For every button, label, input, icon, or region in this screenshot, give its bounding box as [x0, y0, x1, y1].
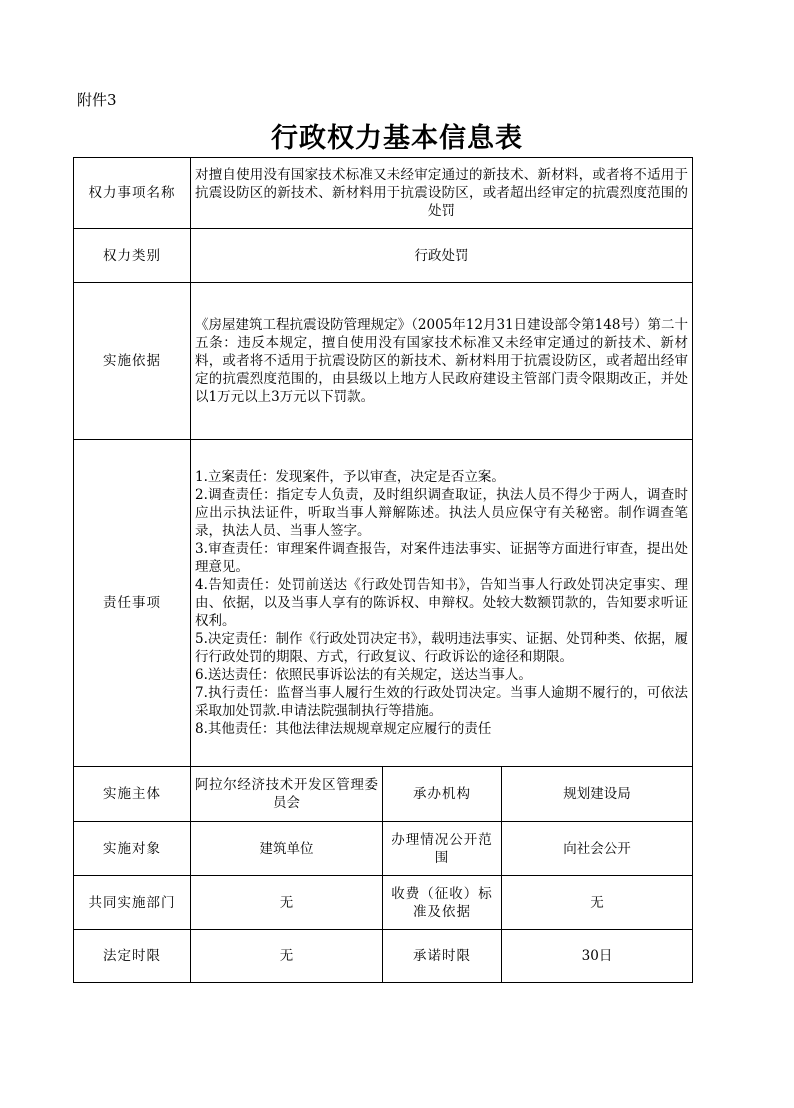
duty-item-8: 8.其他责任：其他法律法规规章规定应履行的责任 — [195, 721, 492, 737]
row-name — [74, 158, 693, 229]
label-fee-standard: 收费（征收）标准及依据 — [383, 876, 502, 930]
label-duties: 责任事项 — [74, 440, 191, 767]
label-basis: 实施依据 — [74, 283, 191, 440]
value-legal-time: 无 — [191, 930, 383, 983]
label-target: 实施对象 — [74, 822, 191, 876]
attachment-label: 附件3 — [77, 91, 117, 109]
value-fee-standard: 无 — [502, 876, 693, 930]
label-subject: 实施主体 — [74, 767, 191, 822]
duty-item-7: 7.执行责任：监督当事人履行生效的行政处罚决定。当事人逾期不履行的，可依法采取加处罚款.申请法院强制执行等措施。 — [195, 685, 688, 719]
value-disclosure-scope: 向社会公开 — [502, 822, 693, 876]
row-time — [74, 930, 693, 983]
value-name: 对擅自使用没有国家技术标准又未经审定通过的新技术、新材料，或者将不适用于抗震设防区的新技术、新材料用于抗震设防区，或者超出经审定的抗震烈度范围的处罚 — [191, 158, 693, 229]
row-target — [74, 822, 693, 876]
duty-item-2: 2.调查责任：指定专人负责，及时组织调查取证，执法人员不得少于两人，调查时应出示执法证件，听取当事人辩解陈述。执法人员应保守有关秘密。制作调查笔录，执法人员、当事人签字。 — [195, 487, 688, 539]
row-basis — [74, 283, 693, 440]
label-category: 权力类别 — [74, 229, 191, 283]
duty-item-1: 1.立案责任：发现案件，予以审查，决定是否立案。 — [195, 469, 505, 485]
duty-item-6: 6.送达责任：依照民事诉讼法的有关规定，送达当事人。 — [195, 667, 532, 683]
label-joint-department: 共同实施部门 — [74, 876, 191, 930]
value-duties — [191, 440, 693, 767]
label-name: 权力事项名称 — [74, 158, 191, 229]
value-subject: 阿拉尔经济技术开发区管理委员会 — [191, 767, 383, 822]
value-handling-agency: 规划建设局 — [502, 767, 693, 822]
value-promised-time: 30日 — [502, 930, 693, 983]
value-category: 行政处罚 — [191, 229, 693, 283]
value-joint-department: 无 — [191, 876, 383, 930]
row-joint — [74, 876, 693, 930]
row-duties — [74, 440, 693, 767]
label-promised-time: 承诺时限 — [383, 930, 502, 983]
value-target: 建筑单位 — [191, 822, 383, 876]
label-disclosure-scope: 办理情况公开范围 — [383, 822, 502, 876]
row-subject — [74, 767, 693, 822]
duty-item-4: 4.告知责任：处罚前送达《行政处罚告知书》，告知当事人行政处罚决定事实、理由、依据，以及当事人享有的陈诉权、申辩权。处较大数额罚款的，告知要求听证权利。 — [195, 577, 688, 629]
label-legal-time: 法定时限 — [74, 930, 191, 983]
label-handling-agency: 承办机构 — [383, 767, 502, 822]
row-category — [74, 229, 693, 283]
duty-item-3: 3.审查责任：审理案件调查报告，对案件违法事实、证据等方面进行审查，提出处理意见。 — [195, 541, 688, 575]
info-table — [73, 157, 693, 983]
duty-item-5: 5.决定责任：制作《行政处罚决定书》，载明违法事实、证据、处罚种类、依据，履行行政处罚的期限、方式，行政复议、行政诉讼的途径和期限。 — [195, 631, 688, 665]
page-title: 行政权力基本信息表 — [271, 123, 523, 154]
value-basis: 《房屋建筑工程抗震设防管理规定》（2005年12月31日建设部令第148号）第二十五条：违反本规定，擅自使用没有国家技术标准又未经审定通过的新技术、新材料，或者将不适用于抗震设防区的新技术、新材料用于抗震设防区，或者超出经审定的抗震烈度范围的，由县级以上地方人民政府建设主管部门责令限期改正，并处以1万元以上3万元以下罚款。 — [191, 283, 693, 440]
